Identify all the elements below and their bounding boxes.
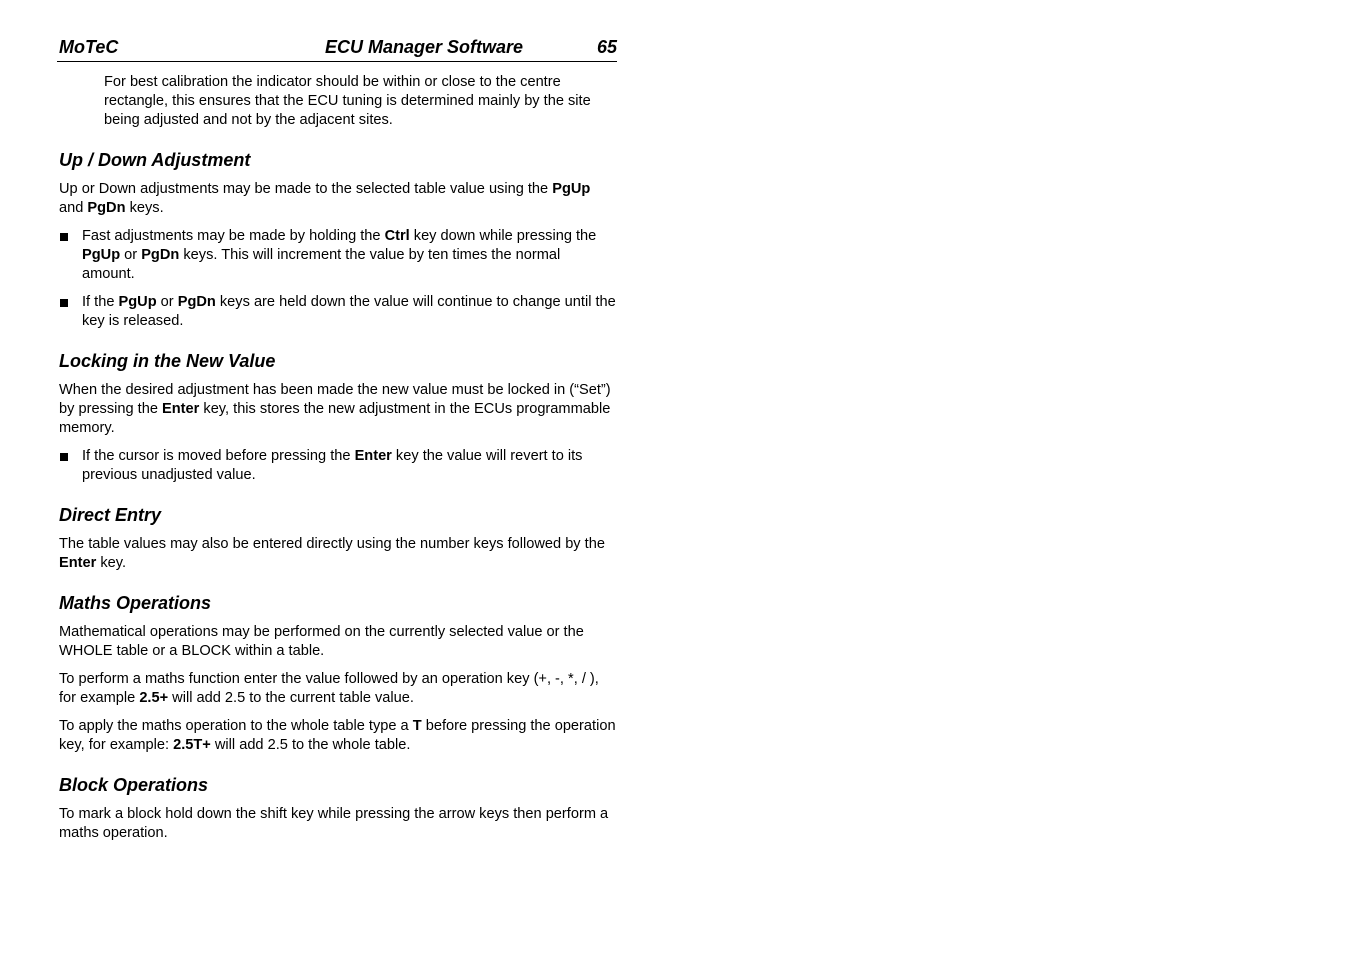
heading-direct-entry: Direct Entry	[59, 505, 162, 525]
updown-bullet-fast: Fast adjustments may be made by holding the Ctrl key down while pressing the PgUp or PgDn keys. This will increment the value by ten times the normal amount.	[82, 227, 617, 284]
bullet-square-icon	[60, 233, 68, 241]
direct-paragraph: The table values may also be entered directly using the number keys followed by the Enter key.	[59, 536, 605, 571]
heading-maths-operations: Maths Operations	[59, 593, 212, 613]
bullet-square-icon	[60, 299, 68, 307]
header-page-number: 65	[596, 37, 617, 57]
header-brand: MoTeC	[59, 37, 119, 57]
maths-paragraph-1: Mathematical operations may be performed on the currently selected value or the WHOLE table or a BLOCK within a table.	[59, 624, 584, 659]
updown-bullet-hold: If the PgUp or PgDn keys are held down the value will continue to change until the key is released.	[82, 293, 617, 331]
maths-paragraph-3: To apply the maths operation to the whole table type a T before pressing the operation key, for example: 2.5T+ will add 2.5 to the whole table.	[59, 718, 616, 753]
heading-locking-in: Locking in the New Value	[59, 351, 276, 371]
page-header	[57, 37, 617, 62]
heading-block-operations: Block Operations	[59, 775, 209, 795]
locking-paragraph: When the desired adjustment has been made the new value must be locked in (“Set”) by pressing the Enter key, this stores the new adjustment in the ECUs programmable memory.	[59, 382, 611, 436]
header-title: ECU Manager Software	[325, 37, 524, 57]
block-paragraph: To mark a block hold down the shift key while pressing the arrow keys then perform a maths operation.	[59, 806, 609, 841]
intro-paragraph: For best calibration the indicator should be within or close to the centre rectangle, this ensures that the ECU tuning is determined mainly by the site being adjusted and not by the adjacent sites.	[104, 74, 591, 128]
locking-bullet-revert: If the cursor is moved before pressing the Enter key the value will revert to its previous unadjusted value.	[82, 447, 617, 485]
bullet-square-icon	[60, 453, 68, 461]
heading-up-down-adjustment: Up / Down Adjustment	[59, 150, 251, 170]
maths-paragraph-2: To perform a maths function enter the value followed by an operation key (+, -, *, / ), for example 2.5+ will add 2.5 to the current table value.	[59, 671, 599, 706]
manual-page	[57, 37, 617, 843]
updown-paragraph: Up or Down adjustments may be made to the selected table value using the PgUp and PgDn keys.	[59, 181, 591, 216]
